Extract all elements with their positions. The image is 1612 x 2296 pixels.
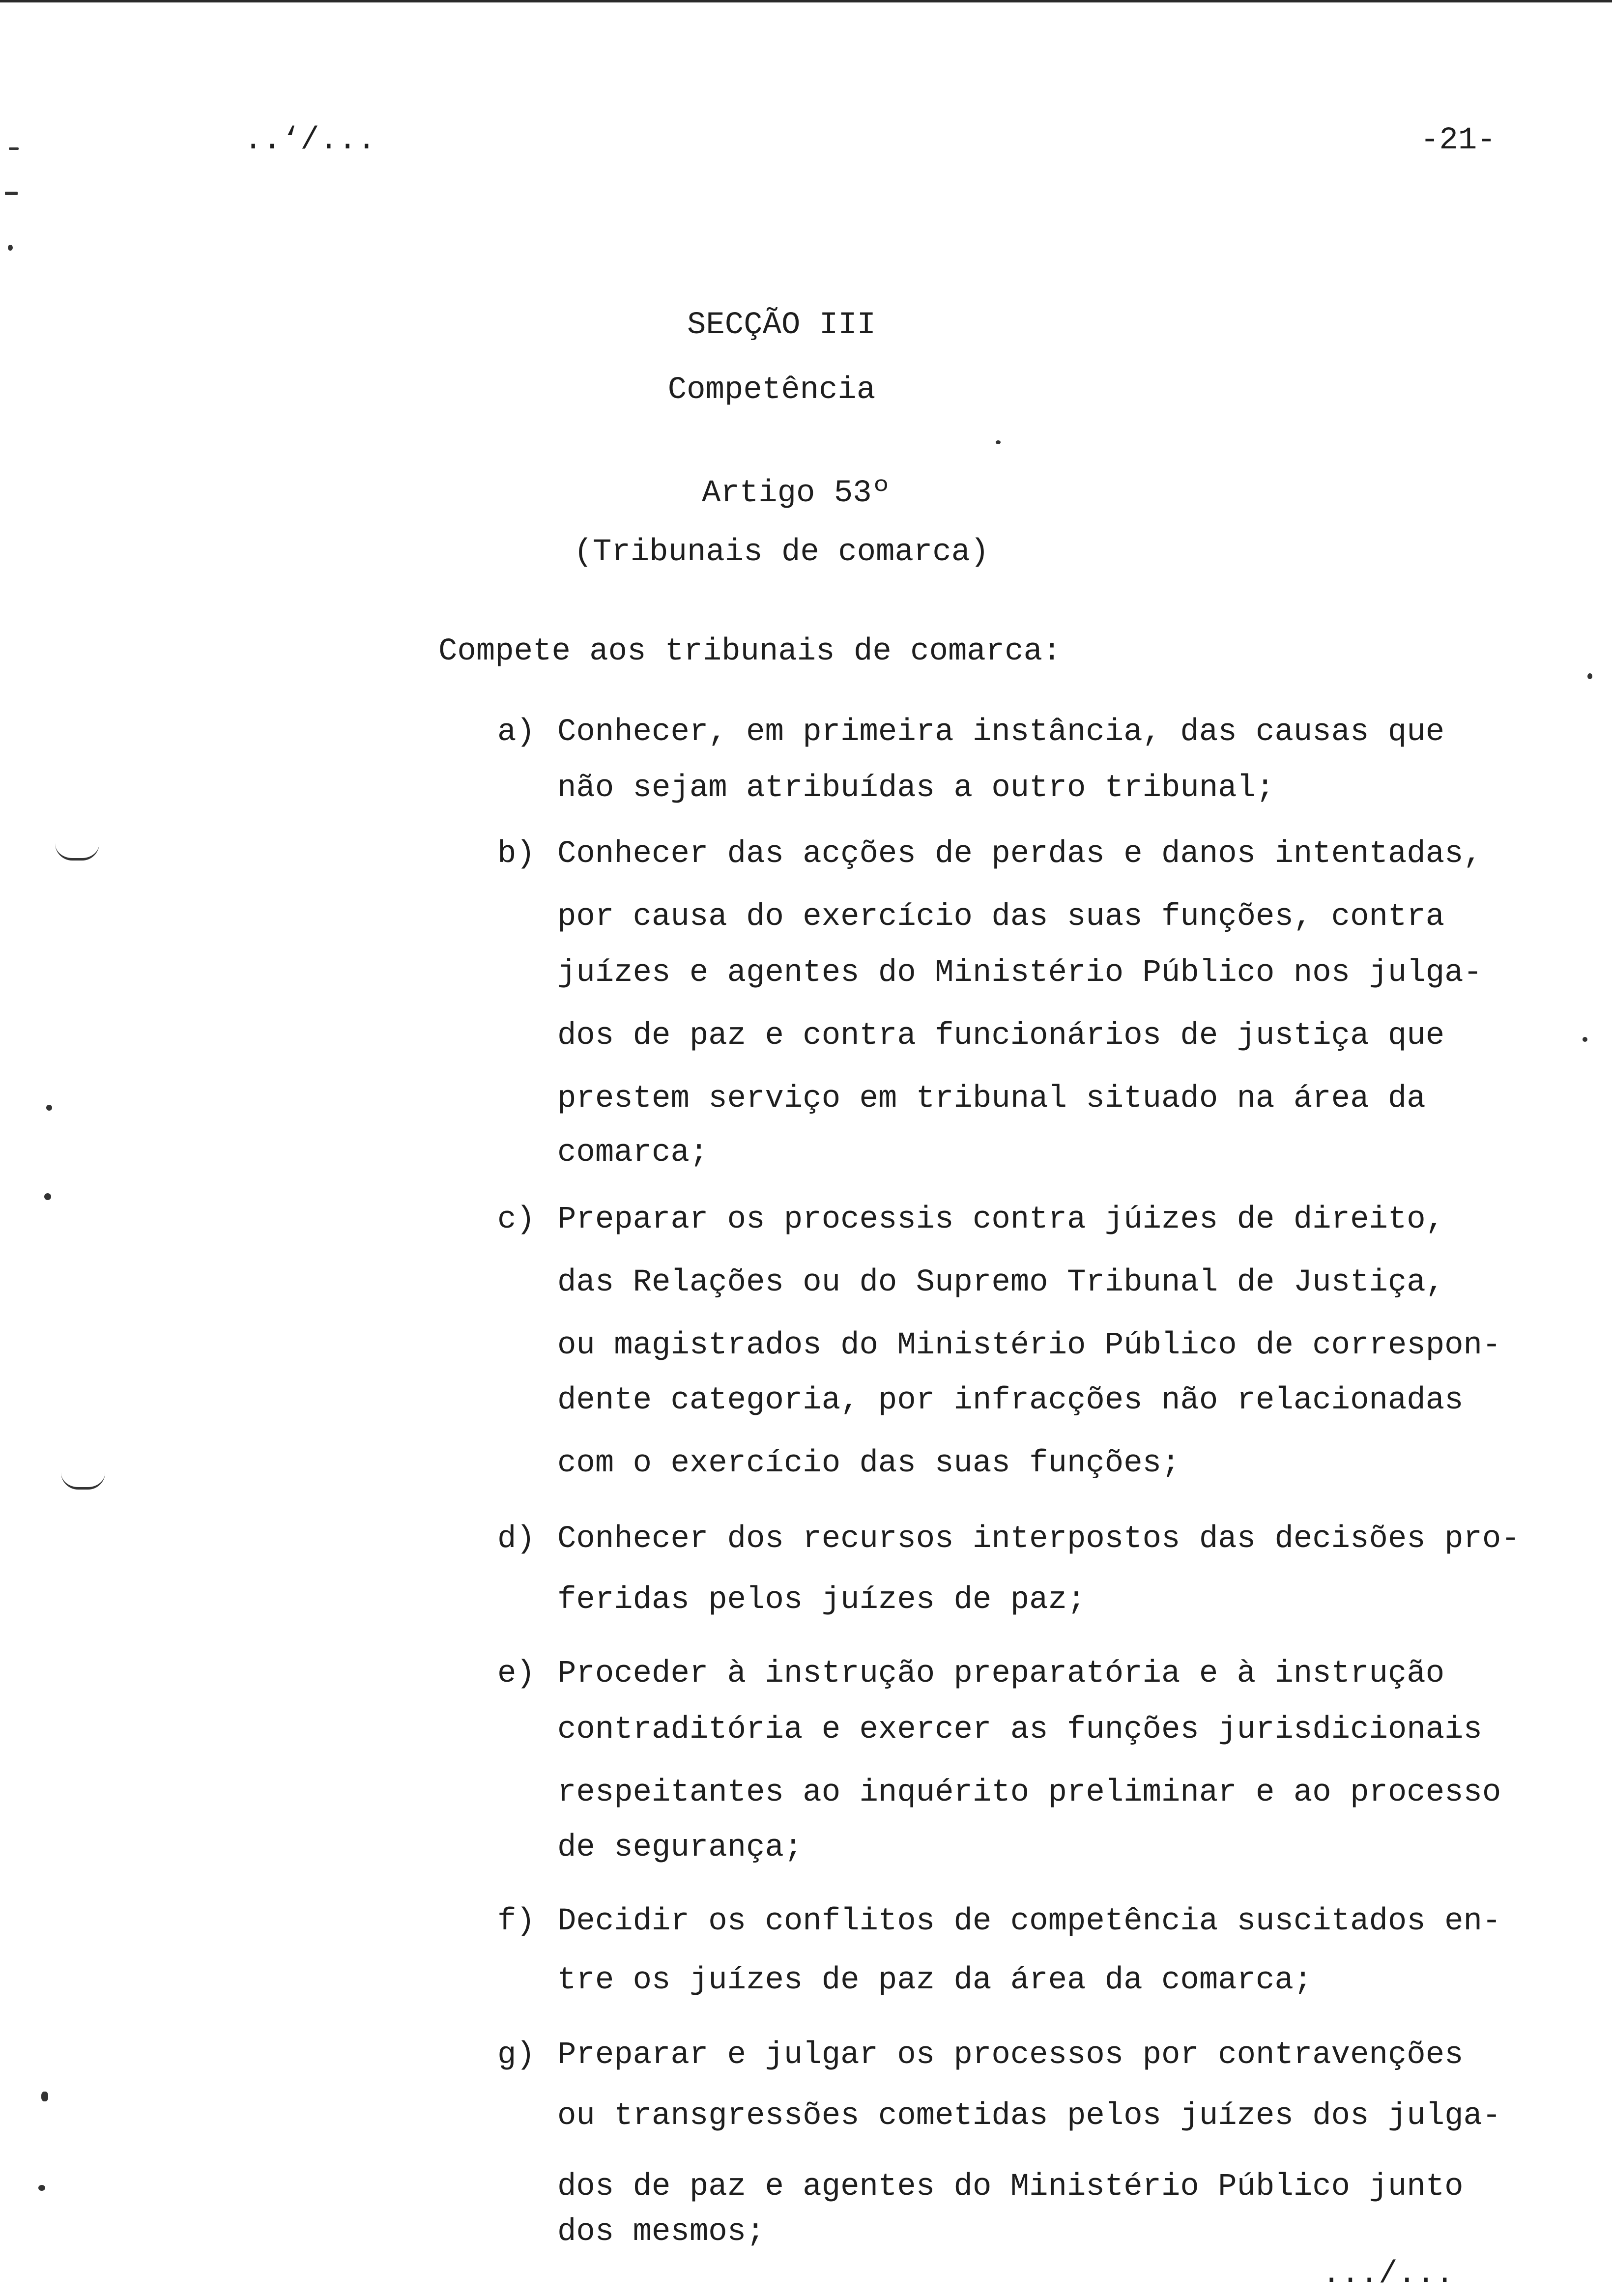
- list-item-line: tre os juízes de paz da área da comarca;: [557, 1963, 1313, 1998]
- list-item-line: juízes e agentes do Ministério Público nos julga-: [557, 955, 1482, 991]
- list-item-line: ou magistrados do Ministério Público de correspon-: [557, 1328, 1501, 1363]
- list-item-line: comarca;: [557, 1135, 709, 1171]
- section-heading: SECÇÃO III: [687, 308, 876, 343]
- list-item-line: Conhecer das acções de perdas e danos intentadas,: [557, 836, 1482, 872]
- list-item-line: dos de paz e contra funcionários de justiça que: [557, 1018, 1445, 1054]
- list-item-line: de segurança;: [557, 1830, 803, 1866]
- scan-speck: [996, 440, 1001, 444]
- list-item-label: a): [497, 715, 535, 750]
- binding-hole-mark: [61, 1472, 105, 1490]
- list-item-label: f): [497, 1904, 535, 1939]
- list-item-line: por causa do exercício das suas funções, contra: [557, 899, 1445, 935]
- scan-speck: [8, 245, 13, 251]
- list-item-line: dente categoria, por infracções não relacionadas: [557, 1383, 1464, 1418]
- list-item-line: respeitantes ao inquérito preliminar e ao processo: [557, 1775, 1501, 1810]
- list-item-line: ou transgressões cometidas pelos juízes dos julga-: [557, 2098, 1501, 2134]
- list-item-line: Preparar os processis contra júizes de direito,: [557, 1202, 1445, 1237]
- list-item-line: dos mesmos;: [557, 2214, 765, 2250]
- intro-paragraph: Compete aos tribunais de comarca:: [438, 634, 1062, 669]
- scan-speck: [1587, 673, 1592, 679]
- list-item-label: g): [497, 2038, 535, 2073]
- page-number: -21-: [1420, 123, 1496, 158]
- list-item-label: d): [497, 1521, 535, 1557]
- list-item-label: e): [497, 1656, 535, 1692]
- list-item-line: contraditória e exercer as funções jurisdicionais: [557, 1712, 1482, 1748]
- top-border-line: [0, 0, 1612, 2]
- scan-speck: [1583, 1037, 1587, 1042]
- scan-speck: [38, 2185, 45, 2191]
- article-title: (Tribunais de comarca): [574, 535, 989, 570]
- scan-speck: [9, 147, 19, 150]
- list-item-label: b): [497, 836, 535, 872]
- list-item-line: com o exercício das suas funções;: [557, 1446, 1180, 1481]
- list-item-line: dos de paz e agentes do Ministério Público junto: [557, 2169, 1464, 2205]
- list-item-line: das Relações ou do Supremo Tribunal de Justiça,: [557, 1265, 1445, 1300]
- scan-speck: [41, 2092, 48, 2101]
- article-heading: Artigo 53º: [701, 476, 891, 511]
- list-item-line: Preparar e julgar os processos por contravenções: [557, 2038, 1464, 2073]
- binding-hole-mark: [55, 843, 99, 861]
- list-item-label: c): [497, 1202, 535, 1237]
- scan-speck: [44, 1193, 51, 1200]
- list-item-line: feridas pelos juízes de paz;: [557, 1582, 1086, 1618]
- section-title: Competência: [667, 373, 876, 408]
- list-item-line: Proceder à instrução preparatória e à instrução: [557, 1656, 1445, 1692]
- list-item-line: Decidir os conflitos de competência suscitados en-: [557, 1904, 1501, 1939]
- continuation-marker-bottom: .../...: [1322, 2257, 1454, 2292]
- list-item-line: prestem serviço em tribunal situado na área da: [557, 1081, 1426, 1117]
- list-item-line: Conhecer dos recursos interpostos das decisões pro-: [557, 1521, 1520, 1557]
- scan-speck: [5, 192, 18, 195]
- scan-speck: [46, 1105, 52, 1111]
- list-item-line: Conhecer, em primeira instância, das causas que: [557, 715, 1445, 750]
- continuation-marker-top: ..‘/...: [244, 123, 376, 158]
- list-item-line: não sejam atribuídas a outro tribunal;: [557, 771, 1275, 806]
